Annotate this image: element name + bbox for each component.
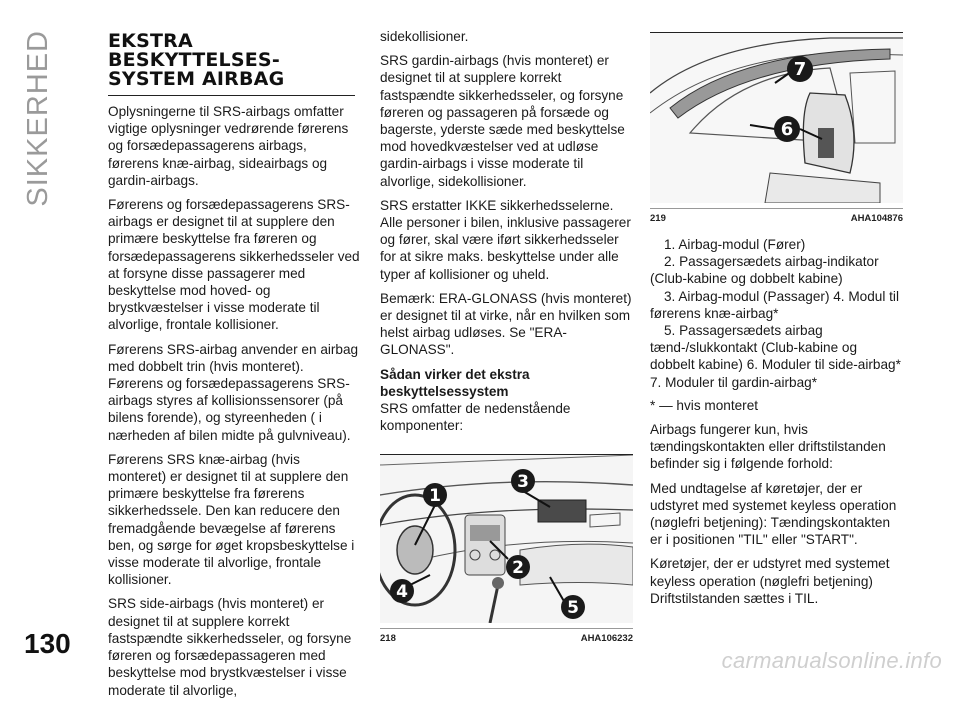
callout-3: 3: [517, 472, 529, 493]
paragraph: Førerens og forsædepassagerens SRS-airbags er designet til at supplere den primære beskyttelse fra føreren og forsædepassagerens sikkerhedsseler ved at forsyne disse passagerer med beskyttelse mod hoved- og brystkvæstelser i visse moderate til alvorlige, frontale kollisioner.: [108, 197, 360, 333]
paragraph: Førerens SRS-airbag anvender en airbag med dobbelt trin (hvis monteret). Førerens og forsædepassagerens SRS-airbags styres af kollisionssensorer (på bilens forende), og styreenheden ( i nærheden af bilen midte på gulvniveau).: [108, 341, 359, 443]
subheading: Sådan virker det ekstra beskyttelsessystem: [380, 366, 530, 399]
side-curtain-airbag-illustration: [650, 33, 903, 203]
watermark-text: carmanualsonline.info: [721, 648, 942, 673]
callout-2: 2: [512, 558, 524, 579]
figure-219-caption: [650, 209, 903, 224]
paragraph: Med undtagelse af køretøjer, der er udstyret med systemet keyless operation (nøglefri betjening): Tændingskontakten er i positionen "TIL" eller "START".: [650, 480, 897, 548]
figure-218-caption: [380, 629, 633, 644]
column-2: [380, 28, 633, 644]
column-1: [108, 28, 361, 706]
figure-number: 218: [380, 633, 396, 645]
dashboard-airbag-illustration: [380, 455, 633, 623]
callout-7: 7: [793, 59, 807, 80]
legend-line: 5. Passagersædets airbag tænd-/slukkontakt (Club-kabine og dobbelt kabine) 6. Moduler til side-airbag* 7. Moduler til gardin-airbag*: [650, 323, 901, 390]
paragraph: SRS side-airbags (hvis monteret) er designet til at supplere korrekt fastspændte sikkerhedsseler, og forsyne føreren og forsædepassageren med beskyttelse mod brystkvæstelser i visse moderate til alvorlige,: [108, 596, 352, 698]
paragraph: Køretøjer, der er udstyret med systemet keyless operation (nøglefri betjening) Driftstilstanden sættes i TIL.: [650, 556, 890, 606]
paragraph: Bemærk: ERA-GLONASS (hvis monteret) er designet til at virke, når en hvilken som helst airbag udløses. Se "ERA-GLONASS".: [380, 290, 632, 358]
figure-number: 219: [650, 213, 666, 224]
legend-line: 3. Airbag-modul (Passager) 4. Modul til førerens knæ-airbag*: [650, 288, 899, 321]
chapter-side-label: SIKKERHED: [22, 30, 54, 207]
paragraph: Førerens SRS knæ-airbag (hvis monteret) er designet til at supplere den primære beskyttelse fra førerens sikkerhedssele. Den kan reducere den fremadgående bevægelse af førerens ben, og sørge for øget kropsbeskyttelse i visse moderate til alvorlige, frontale kollisioner.: [108, 451, 355, 588]
section-title-line: BESKYTTELSES-: [108, 49, 280, 71]
section-title: [108, 32, 355, 96]
figure-code: AHA106232: [580, 633, 633, 645]
legend-line: 1. Airbag-modul (Fører): [664, 237, 806, 252]
figure-legend: [650, 236, 903, 391]
callout-6: 6: [780, 119, 794, 140]
page-number: 130: [24, 628, 71, 659]
callout-5: 5: [567, 598, 579, 619]
paragraph: sidekollisioner.: [380, 29, 469, 44]
paragraph: Oplysningerne til SRS-airbags omfatter vigtige oplysninger vedrørende førerens og forsædepassagerens airbags, førerens knæ-airbag, sideairbags og gardin-airbags.: [108, 104, 349, 188]
legend-line: 2. Passagersædets airbag-indikator (Club-kabine og dobbelt kabine): [650, 254, 879, 287]
paragraph: SRS gardin-airbags (hvis monteret) er designet til at supplere korrekt fastspændte sikkerhedsseler, og forsyne føreren og passageren på forsæde og bagerste, yderste sæde med beskyttelse mod hovedkvæstelser ved at udløse gardin-airbags i visse moderate til alvorlige, sidekollisioner.: [380, 53, 625, 189]
figure-219: [650, 32, 903, 209]
footnote: * — hvis monteret: [650, 397, 759, 413]
paragraph: Airbags fungerer kun, hvis tændingskontakten eller driftstilstanden befinder sig i følgende forhold:: [650, 422, 886, 472]
section-title-line: SYSTEM AIRBAG: [108, 68, 285, 90]
callout-1: 1: [429, 486, 441, 507]
column-3: [650, 32, 903, 614]
figure-code: AHA104876: [850, 213, 903, 224]
section-title-line: EKSTRA: [108, 30, 193, 52]
figure-218: [380, 454, 633, 629]
callout-4: 4: [396, 582, 408, 603]
paragraph: SRS erstatter IKKE sikkerhedsselerne. Alle personer i bilen, inklusive passagerer og fører, skal være iført sikkerhedsseler for at sikre maks. beskyttelse under alle typer af kollisioner og uheld.: [380, 197, 631, 282]
paragraph: SRS omfatter de nedenstående komponenter:: [380, 401, 571, 434]
